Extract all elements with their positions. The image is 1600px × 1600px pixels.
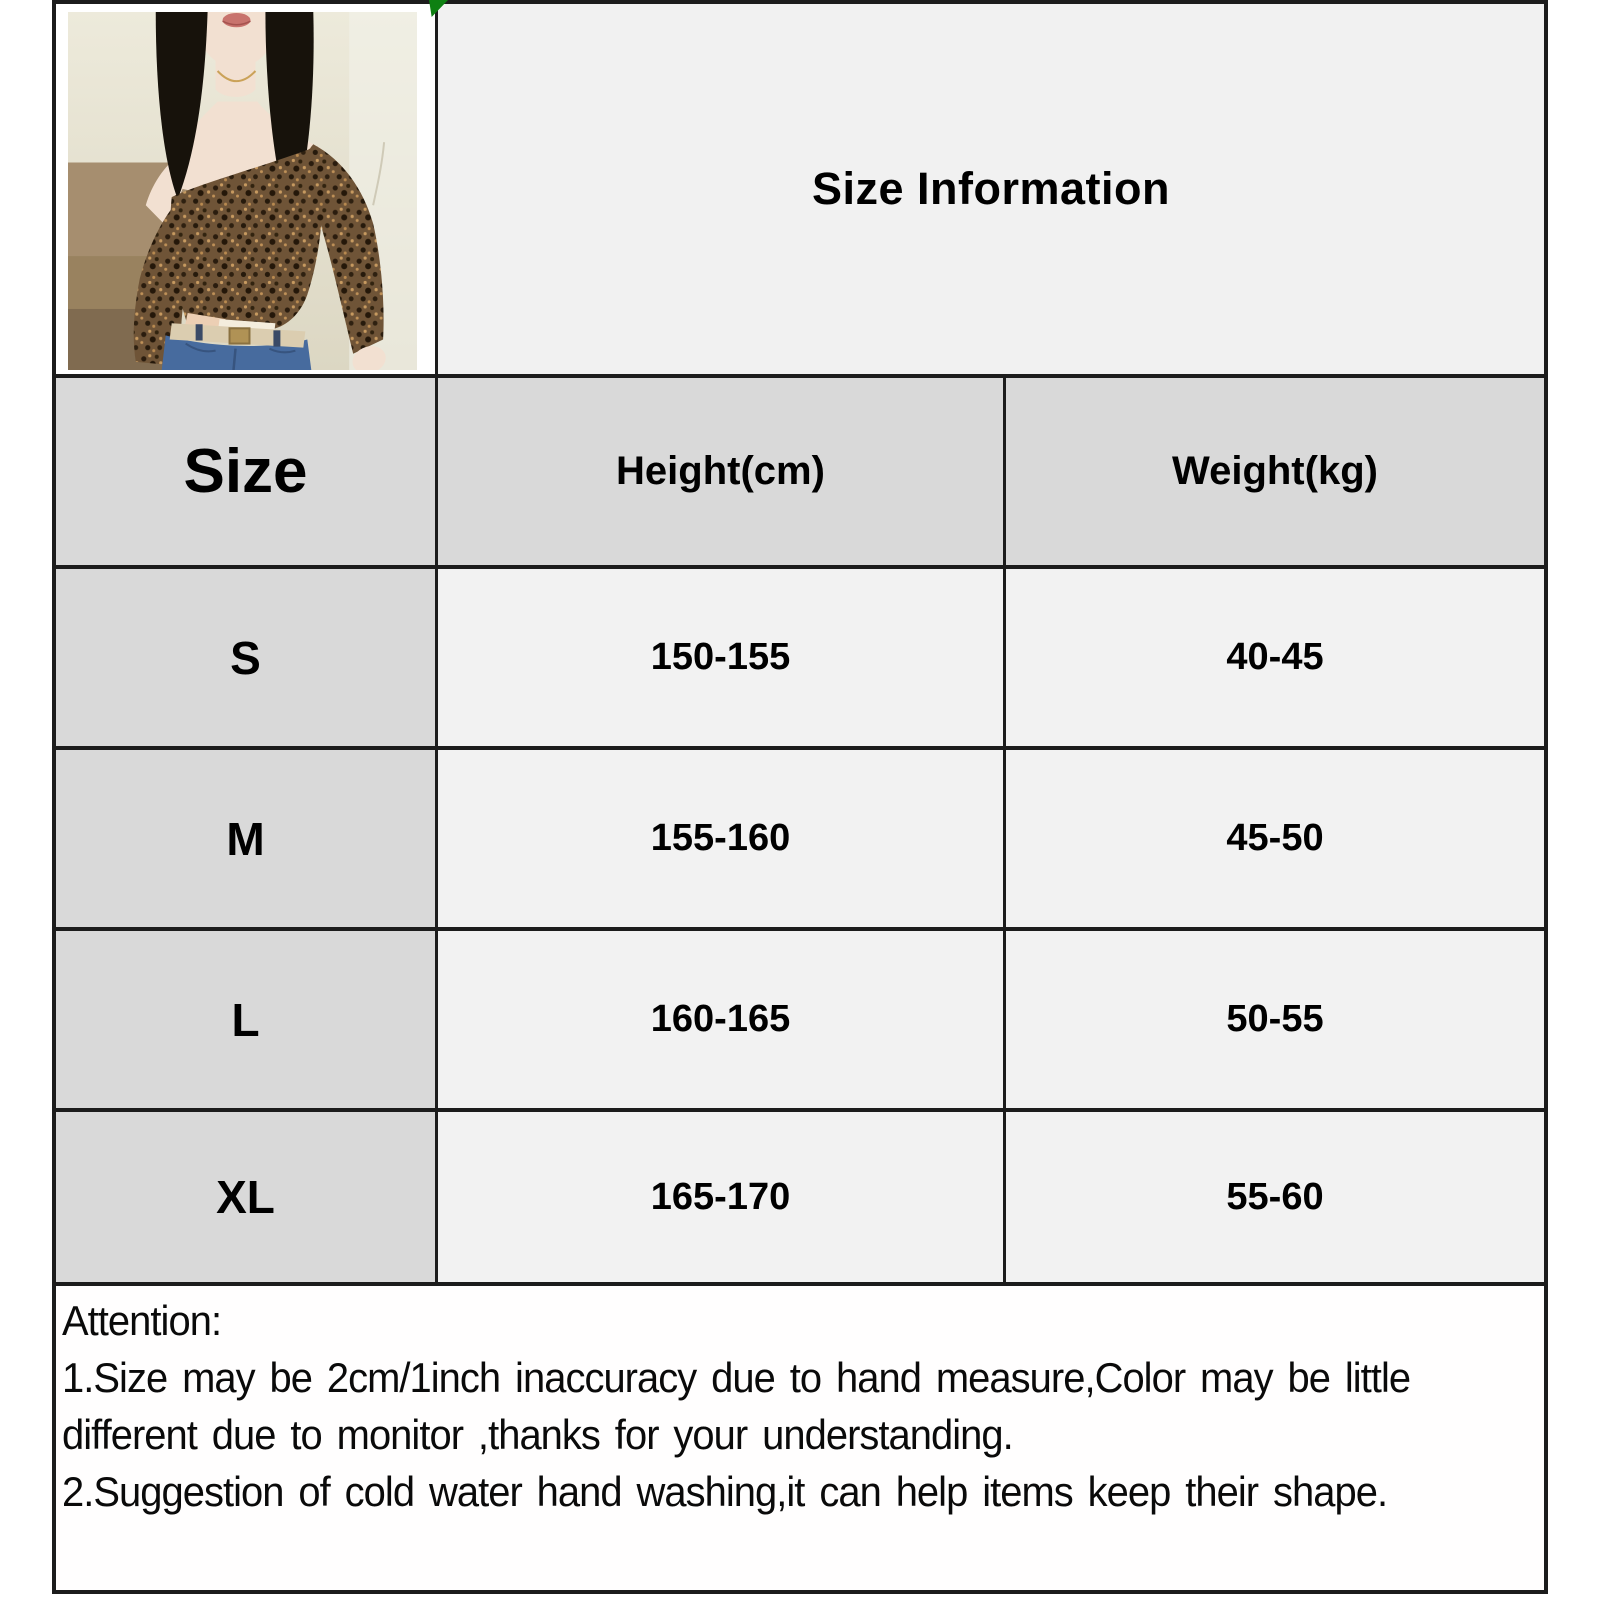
weight-value-xl: 55-60 — [1006, 1112, 1544, 1286]
height-value-m: 155-160 — [438, 750, 1006, 931]
attention-note2: 2.Suggestion of cold water hand washing,it can help items keep their shape. — [62, 1468, 1388, 1515]
size-label-l: L — [56, 931, 438, 1112]
attention-section — [56, 1286, 1544, 1590]
attention-note1-line2: different due to monitor ,thanks for your understanding. — [62, 1411, 1013, 1458]
belt-loop-right — [273, 330, 280, 346]
product-photo-cell — [56, 4, 438, 378]
header-cell-size: Size — [56, 378, 438, 569]
weight-value-l: 50-55 — [1006, 931, 1544, 1112]
size-label-m: M — [56, 750, 438, 931]
attention-heading: Attention: — [62, 1297, 222, 1344]
size-label-xl: XL — [56, 1112, 438, 1286]
page-title: Size Information — [811, 163, 1171, 214]
title-cell — [438, 4, 1544, 378]
product-photo-illustration — [68, 12, 417, 370]
size-label-s: S — [56, 569, 438, 750]
height-value-l: 160-165 — [438, 931, 1006, 1112]
weight-value-m: 45-50 — [1006, 750, 1544, 931]
header-cell-height: Height(cm) — [438, 378, 1006, 569]
belt-loop-left — [196, 324, 203, 340]
attention-note1-line1: 1.Size may be 2cm/1inch inaccuracy due to hand measure,Color may be little — [62, 1354, 1411, 1401]
belt-buckle — [230, 328, 250, 343]
attention-text-block — [62, 1292, 1462, 1520]
size-info-sheet — [52, 0, 1548, 1594]
height-value-s: 150-155 — [438, 569, 1006, 750]
height-value-xl: 165-170 — [438, 1112, 1006, 1286]
weight-value-s: 40-45 — [1006, 569, 1544, 750]
header-cell-weight: Weight(kg) — [1006, 378, 1544, 569]
